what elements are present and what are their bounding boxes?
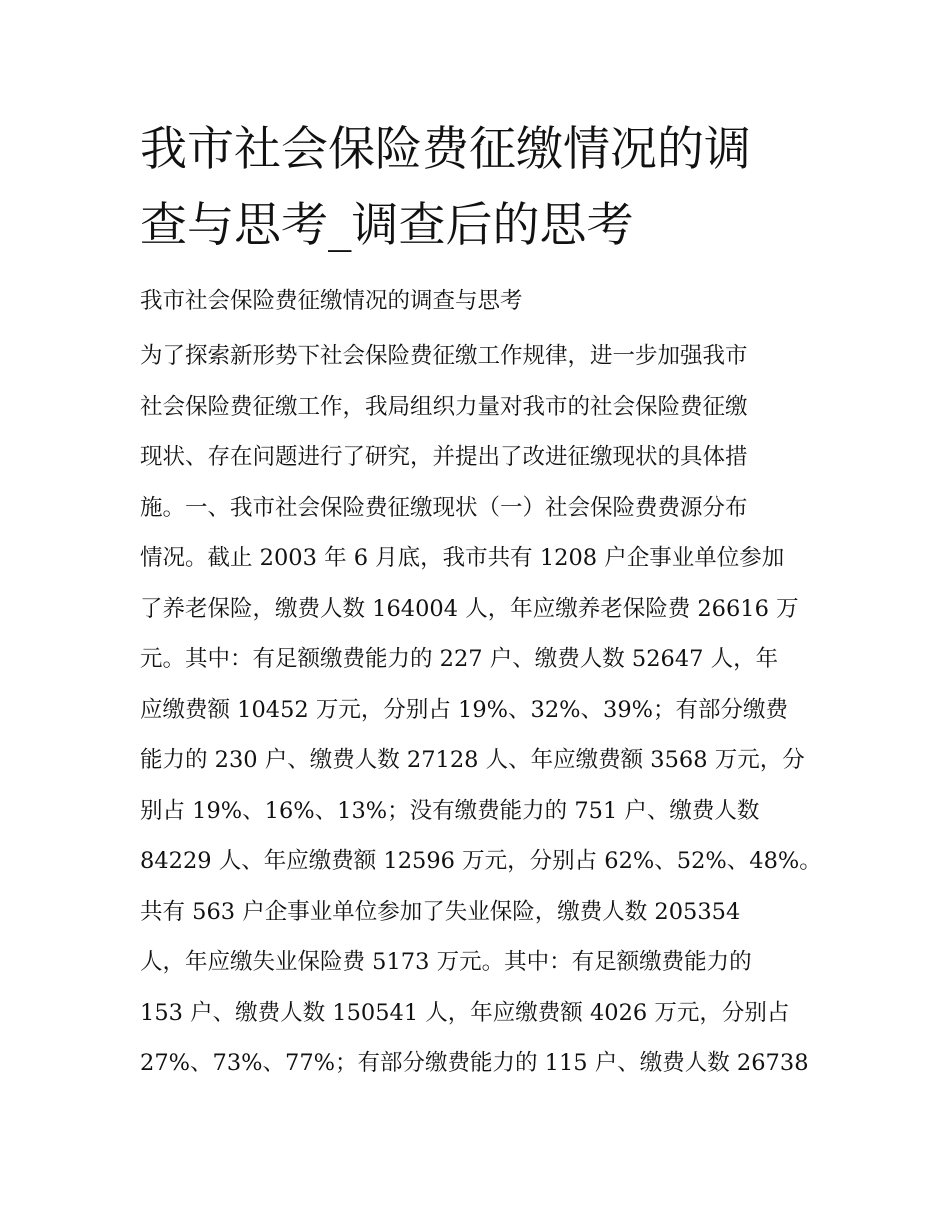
body-line: 84229 人、年应缴费额 12596 万元，分别占 62%、52%、48%。: [140, 848, 822, 874]
body-line: 施。一、我市社会保险费征缴现状（一）社会保险费费源分布: [140, 494, 748, 521]
body-line: 现状、存在问题进行了研究，并提出了改进征缴现状的具体措: [140, 444, 748, 470]
body-line: 元。其中：有足额缴费能力的 227 户、缴费人数 52647 人，年: [140, 646, 779, 672]
body-line: 共有 563 户企事业单位参加了失业保险，缴费人数 205354: [140, 898, 741, 925]
body-line: 社会保险费征缴工作，我局组织力量对我市的社会保险费征缴: [140, 393, 748, 420]
body-line: 人，年应缴失业保险费 5173 万元。其中：有足额缴费能力的: [140, 949, 752, 975]
body-line: 能力的 230 户、缴费人数 27128 人、年应缴费额 3568 万元，分: [140, 747, 805, 773]
body-line: 情况。截止 2003 年 6 月底，我市共有 1208 户企事业单位参加: [140, 545, 785, 571]
title-line-1: 我市社会保险费征缴情况的调: [140, 122, 751, 177]
body-line: 为了探索新形势下社会保险费征缴工作规律，进一步加强我市: [140, 343, 748, 369]
document-subtitle: 我市社会保险费征缴情况的调查与思考: [140, 288, 523, 314]
body-line: 应缴费额 10452 万元，分别占 19%、32%、39%；有部分缴费: [140, 696, 789, 723]
document-body: [140, 331, 820, 1089]
title-line-2: 查与思考_调查后的思考: [140, 198, 634, 253]
body-line: 153 户、缴费人数 150541 人，年应缴费额 4026 万元，分别占: [140, 999, 790, 1026]
body-line: 27%、73%、77%；有部分缴费能力的 115 户、缴费人数 26738: [140, 1050, 809, 1076]
body-line: 别占 19%、16%、13%；没有缴费能力的 751 户、缴费人数: [140, 797, 760, 824]
document-title: [140, 112, 830, 264]
body-line: 了养老保险，缴费人数 164004 人，年应缴养老保险费 26616 万: [140, 595, 799, 622]
